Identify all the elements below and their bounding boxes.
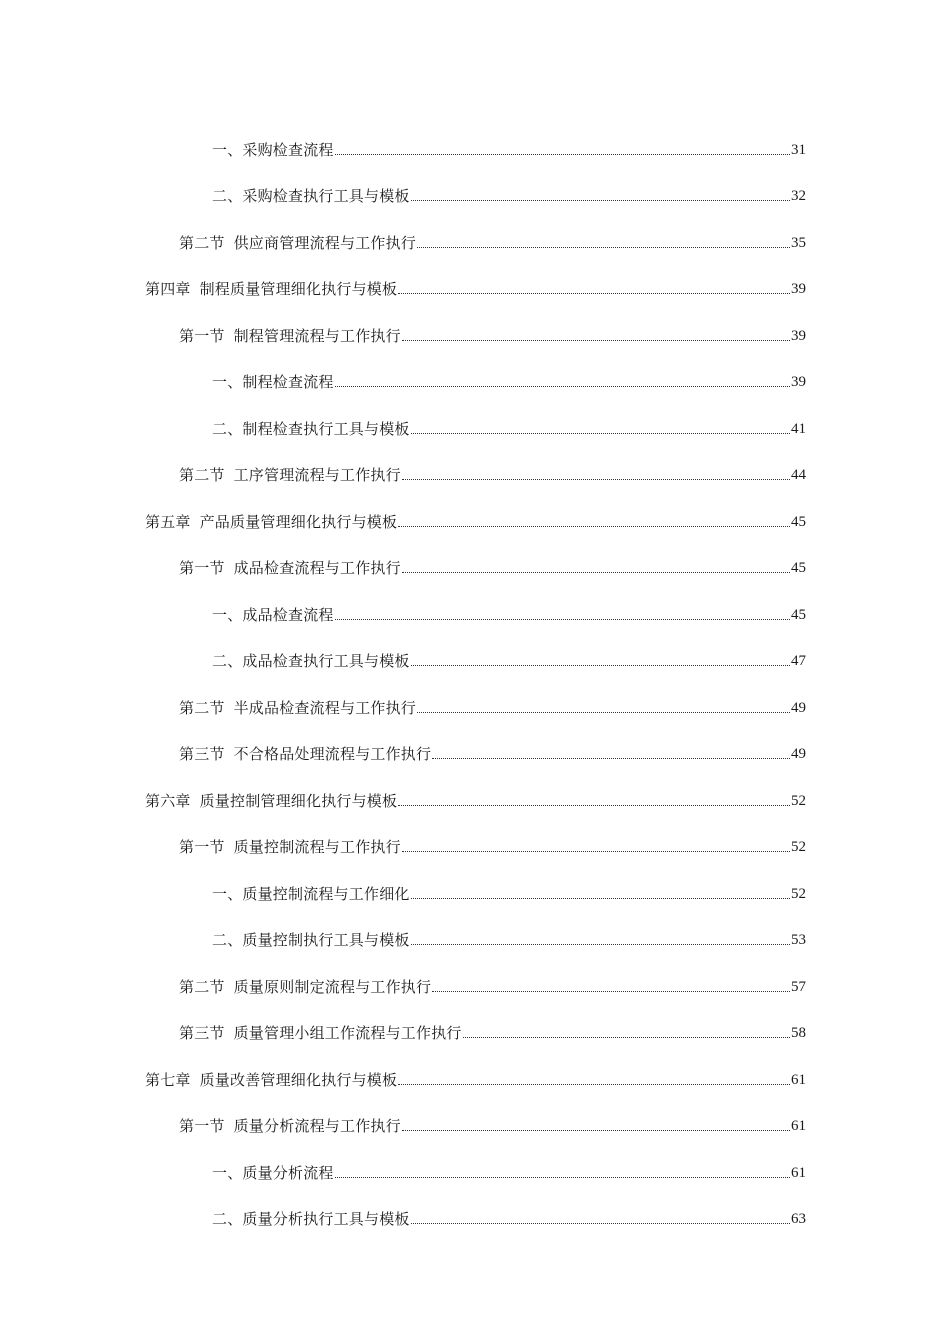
toc-entry-text: 制程检查流程 bbox=[242, 373, 334, 391]
toc-entry-line bbox=[212, 605, 806, 625]
toc-dot-leader bbox=[335, 154, 790, 155]
toc-entry[interactable] bbox=[0, 392, 950, 439]
toc-dot-leader bbox=[398, 1084, 790, 1085]
toc-entry-number: 第七章 bbox=[145, 1070, 191, 1089]
toc-dot-leader bbox=[402, 851, 790, 852]
toc-entry-title bbox=[212, 884, 410, 904]
toc-page-number: 39 bbox=[791, 281, 806, 297]
toc-entry[interactable] bbox=[0, 206, 950, 253]
toc-page-number: 47 bbox=[791, 653, 806, 669]
toc-entry-text: 成品检查执行工具与模板 bbox=[242, 652, 410, 670]
toc-page-number: 61 bbox=[791, 1118, 806, 1134]
toc-entry-number: 第一节 bbox=[179, 559, 225, 577]
toc-entry-title bbox=[145, 279, 397, 299]
toc-entry-title bbox=[179, 977, 431, 997]
toc-entry-text: 质量原则制定流程与工作执行 bbox=[233, 977, 432, 996]
toc-dot-leader bbox=[402, 479, 790, 480]
toc-entry[interactable] bbox=[0, 299, 950, 346]
toc-entry-line bbox=[212, 186, 806, 206]
toc-entry-line bbox=[179, 744, 806, 764]
toc-entry-title bbox=[145, 791, 397, 811]
toc-entry-title bbox=[212, 1163, 334, 1183]
toc-entry-title bbox=[179, 1023, 462, 1043]
toc-dot-leader bbox=[402, 1130, 790, 1131]
toc-dot-leader bbox=[402, 340, 790, 341]
toc-dot-leader bbox=[398, 805, 790, 806]
toc-entry[interactable] bbox=[0, 1136, 950, 1183]
toc-page-number: 49 bbox=[791, 746, 806, 762]
toc-entry-number: 一、 bbox=[212, 605, 243, 624]
toc-entry-line bbox=[145, 512, 806, 532]
toc-entry-line bbox=[179, 837, 806, 857]
toc-entry-text: 不合格品处理流程与工作执行 bbox=[233, 745, 432, 763]
toc-dot-leader bbox=[463, 1037, 790, 1038]
toc-entry[interactable] bbox=[0, 997, 950, 1044]
toc-entry-line bbox=[212, 372, 806, 392]
toc-entry-number: 第二节 bbox=[179, 233, 225, 252]
toc-entry[interactable] bbox=[0, 439, 950, 486]
toc-entry-title bbox=[179, 558, 401, 578]
toc-entry-text: 质量管理小组工作流程与工作执行 bbox=[233, 1024, 462, 1042]
toc-page-number: 52 bbox=[791, 885, 806, 902]
toc-entry-title bbox=[179, 326, 401, 346]
toc-entry[interactable] bbox=[0, 764, 950, 811]
toc-entry-text: 工序管理流程与工作执行 bbox=[233, 466, 401, 484]
toc-entry[interactable] bbox=[0, 857, 950, 904]
toc-entry-text: 供应商管理流程与工作执行 bbox=[233, 233, 417, 252]
toc-entry-text: 制程管理流程与工作执行 bbox=[233, 326, 401, 345]
toc-page-number: 35 bbox=[791, 234, 806, 251]
toc-page-number: 58 bbox=[791, 1025, 806, 1041]
toc-entry-text: 采购检查流程 bbox=[242, 140, 334, 159]
toc-entry-text: 质量控制管理细化执行与模板 bbox=[199, 791, 398, 810]
toc-entry-number: 第三节 bbox=[179, 1024, 225, 1042]
toc-page-number: 61 bbox=[791, 1071, 806, 1088]
toc-entry[interactable] bbox=[0, 1043, 950, 1090]
toc-page-number: 61 bbox=[791, 1164, 806, 1181]
toc-page-number: 52 bbox=[791, 792, 806, 809]
toc-page-number: 39 bbox=[791, 327, 806, 344]
toc-dot-leader bbox=[417, 712, 790, 713]
toc-page-number: 57 bbox=[791, 978, 806, 995]
toc-entry-title bbox=[212, 1209, 410, 1229]
toc-entry-number: 第二节 bbox=[179, 466, 225, 484]
toc-entry-line bbox=[212, 930, 806, 950]
toc-entry-line bbox=[145, 791, 806, 811]
toc-dot-leader bbox=[432, 991, 790, 992]
toc-entry-text: 质量分析执行工具与模板 bbox=[242, 1210, 410, 1228]
toc-page-number: 45 bbox=[791, 560, 806, 576]
toc-entry-title bbox=[179, 465, 401, 485]
toc-entry-line bbox=[212, 884, 806, 904]
toc-entry[interactable] bbox=[0, 625, 950, 672]
toc-entry-title bbox=[212, 419, 410, 439]
toc-entry-text: 成品检查流程与工作执行 bbox=[233, 559, 401, 577]
toc-entry-number: 一、 bbox=[212, 1163, 243, 1182]
toc-entry-title bbox=[212, 186, 410, 206]
toc-page-number: 41 bbox=[791, 420, 806, 437]
toc-entry-line bbox=[212, 140, 806, 160]
toc-dot-leader bbox=[402, 572, 790, 573]
toc-entry-line bbox=[145, 1070, 806, 1090]
toc-entry[interactable] bbox=[0, 718, 950, 765]
toc-entry-text: 半成品检查流程与工作执行 bbox=[233, 698, 417, 717]
toc-page-number: 45 bbox=[791, 513, 806, 530]
toc-entry-title bbox=[179, 1116, 401, 1136]
toc-entry-number: 第二节 bbox=[179, 977, 225, 996]
toc-entry-text: 质量分析流程与工作执行 bbox=[233, 1117, 401, 1135]
toc-entry-title bbox=[212, 372, 334, 392]
toc-entry-line bbox=[212, 419, 806, 439]
toc-entry[interactable] bbox=[0, 671, 950, 718]
toc-entry-number: 二、 bbox=[212, 419, 243, 438]
toc-dot-leader bbox=[411, 898, 790, 899]
toc-dot-leader bbox=[411, 200, 790, 201]
toc-entry-line bbox=[145, 279, 806, 299]
toc-entry[interactable] bbox=[0, 1183, 950, 1230]
toc-entry-text: 成品检查流程 bbox=[242, 605, 334, 624]
toc-entry-number: 第三节 bbox=[179, 745, 225, 763]
toc-entry-text: 质量改善管理细化执行与模板 bbox=[199, 1070, 398, 1089]
toc-entry-text: 质量控制流程与工作细化 bbox=[242, 884, 410, 903]
toc-entry-line bbox=[179, 1023, 806, 1043]
toc-page-number: 53 bbox=[791, 932, 806, 948]
toc-entry-text: 质量分析流程 bbox=[242, 1163, 334, 1182]
toc-entry[interactable] bbox=[0, 346, 950, 393]
toc-entry-number: 二、 bbox=[212, 187, 243, 205]
toc-page-number: 52 bbox=[791, 839, 806, 855]
toc-dot-leader bbox=[411, 665, 790, 666]
toc-entry-text: 采购检查执行工具与模板 bbox=[242, 187, 410, 205]
toc-entry-number: 第二节 bbox=[179, 698, 225, 717]
toc-entry-line bbox=[212, 1163, 806, 1183]
toc-entry-title bbox=[212, 140, 334, 160]
toc-entry-title bbox=[145, 1070, 397, 1090]
toc-entry-title bbox=[212, 651, 410, 671]
toc-entry-number: 第一节 bbox=[179, 326, 225, 345]
toc-entry-number: 一、 bbox=[212, 884, 243, 903]
toc-page-number: 32 bbox=[791, 188, 806, 204]
toc-page-number: 44 bbox=[791, 467, 806, 483]
toc-entry-number: 第六章 bbox=[145, 791, 191, 810]
toc-entry[interactable] bbox=[0, 485, 950, 532]
toc-entry[interactable] bbox=[0, 578, 950, 625]
toc-entry-title bbox=[145, 512, 397, 532]
toc-entry-title bbox=[179, 698, 416, 718]
toc-dot-leader bbox=[417, 247, 790, 248]
toc-entry[interactable] bbox=[0, 253, 950, 300]
toc-entry-number: 一、 bbox=[212, 140, 243, 159]
toc-dot-leader bbox=[335, 619, 790, 620]
toc-dot-leader bbox=[432, 758, 790, 759]
toc-entry-number: 一、 bbox=[212, 373, 243, 391]
toc-entry-title bbox=[212, 930, 410, 950]
toc-entry-line bbox=[179, 465, 806, 485]
toc-entry-text: 制程质量管理细化执行与模板 bbox=[199, 280, 398, 298]
toc-entry-number: 第一节 bbox=[179, 1117, 225, 1135]
toc-entry[interactable] bbox=[0, 160, 950, 207]
toc-entry-number: 第四章 bbox=[145, 280, 191, 298]
toc-entry-number: 二、 bbox=[212, 931, 243, 949]
toc-dot-leader bbox=[335, 1177, 790, 1178]
toc-page-number: 45 bbox=[791, 606, 806, 623]
toc-entry-number: 第一节 bbox=[179, 838, 225, 856]
toc-entry-title bbox=[212, 605, 334, 625]
toc-entry-text: 产品质量管理细化执行与模板 bbox=[199, 512, 398, 531]
toc-entry-line bbox=[179, 1116, 806, 1136]
toc-page-number: 63 bbox=[791, 1211, 806, 1227]
toc-entry-line bbox=[212, 651, 806, 671]
toc-entry[interactable] bbox=[0, 532, 950, 579]
toc-page-number: 39 bbox=[791, 374, 806, 390]
toc-entry-number: 二、 bbox=[212, 652, 243, 670]
toc-page-number: 31 bbox=[791, 141, 806, 158]
toc-entry[interactable] bbox=[0, 113, 950, 160]
toc-entry-title bbox=[179, 837, 401, 857]
toc-entry[interactable] bbox=[0, 904, 950, 951]
toc-entry-line bbox=[179, 326, 806, 346]
toc-page-number: 49 bbox=[791, 699, 806, 716]
toc-entry-line bbox=[179, 977, 806, 997]
toc-entry-number: 二、 bbox=[212, 1210, 243, 1228]
toc-entry-line bbox=[179, 233, 806, 253]
toc-dot-leader bbox=[335, 386, 790, 387]
toc-entry-title bbox=[179, 233, 416, 253]
toc-dot-leader bbox=[398, 293, 790, 294]
toc-entry-line bbox=[179, 698, 806, 718]
toc-entry-line bbox=[212, 1209, 806, 1229]
toc-dot-leader bbox=[411, 944, 790, 945]
table-of-contents bbox=[0, 113, 950, 1229]
toc-entry-title bbox=[179, 744, 431, 764]
toc-dot-leader bbox=[411, 1223, 790, 1224]
toc-entry-text: 制程检查执行工具与模板 bbox=[242, 419, 410, 438]
toc-entry-text: 质量控制流程与工作执行 bbox=[233, 838, 401, 856]
toc-entry-line bbox=[179, 558, 806, 578]
toc-entry-text: 质量控制执行工具与模板 bbox=[242, 931, 410, 949]
toc-dot-leader bbox=[398, 526, 790, 527]
toc-entry[interactable] bbox=[0, 950, 950, 997]
toc-entry-number: 第五章 bbox=[145, 512, 191, 531]
toc-entry[interactable] bbox=[0, 1090, 950, 1137]
toc-entry[interactable] bbox=[0, 811, 950, 858]
toc-dot-leader bbox=[411, 433, 790, 434]
